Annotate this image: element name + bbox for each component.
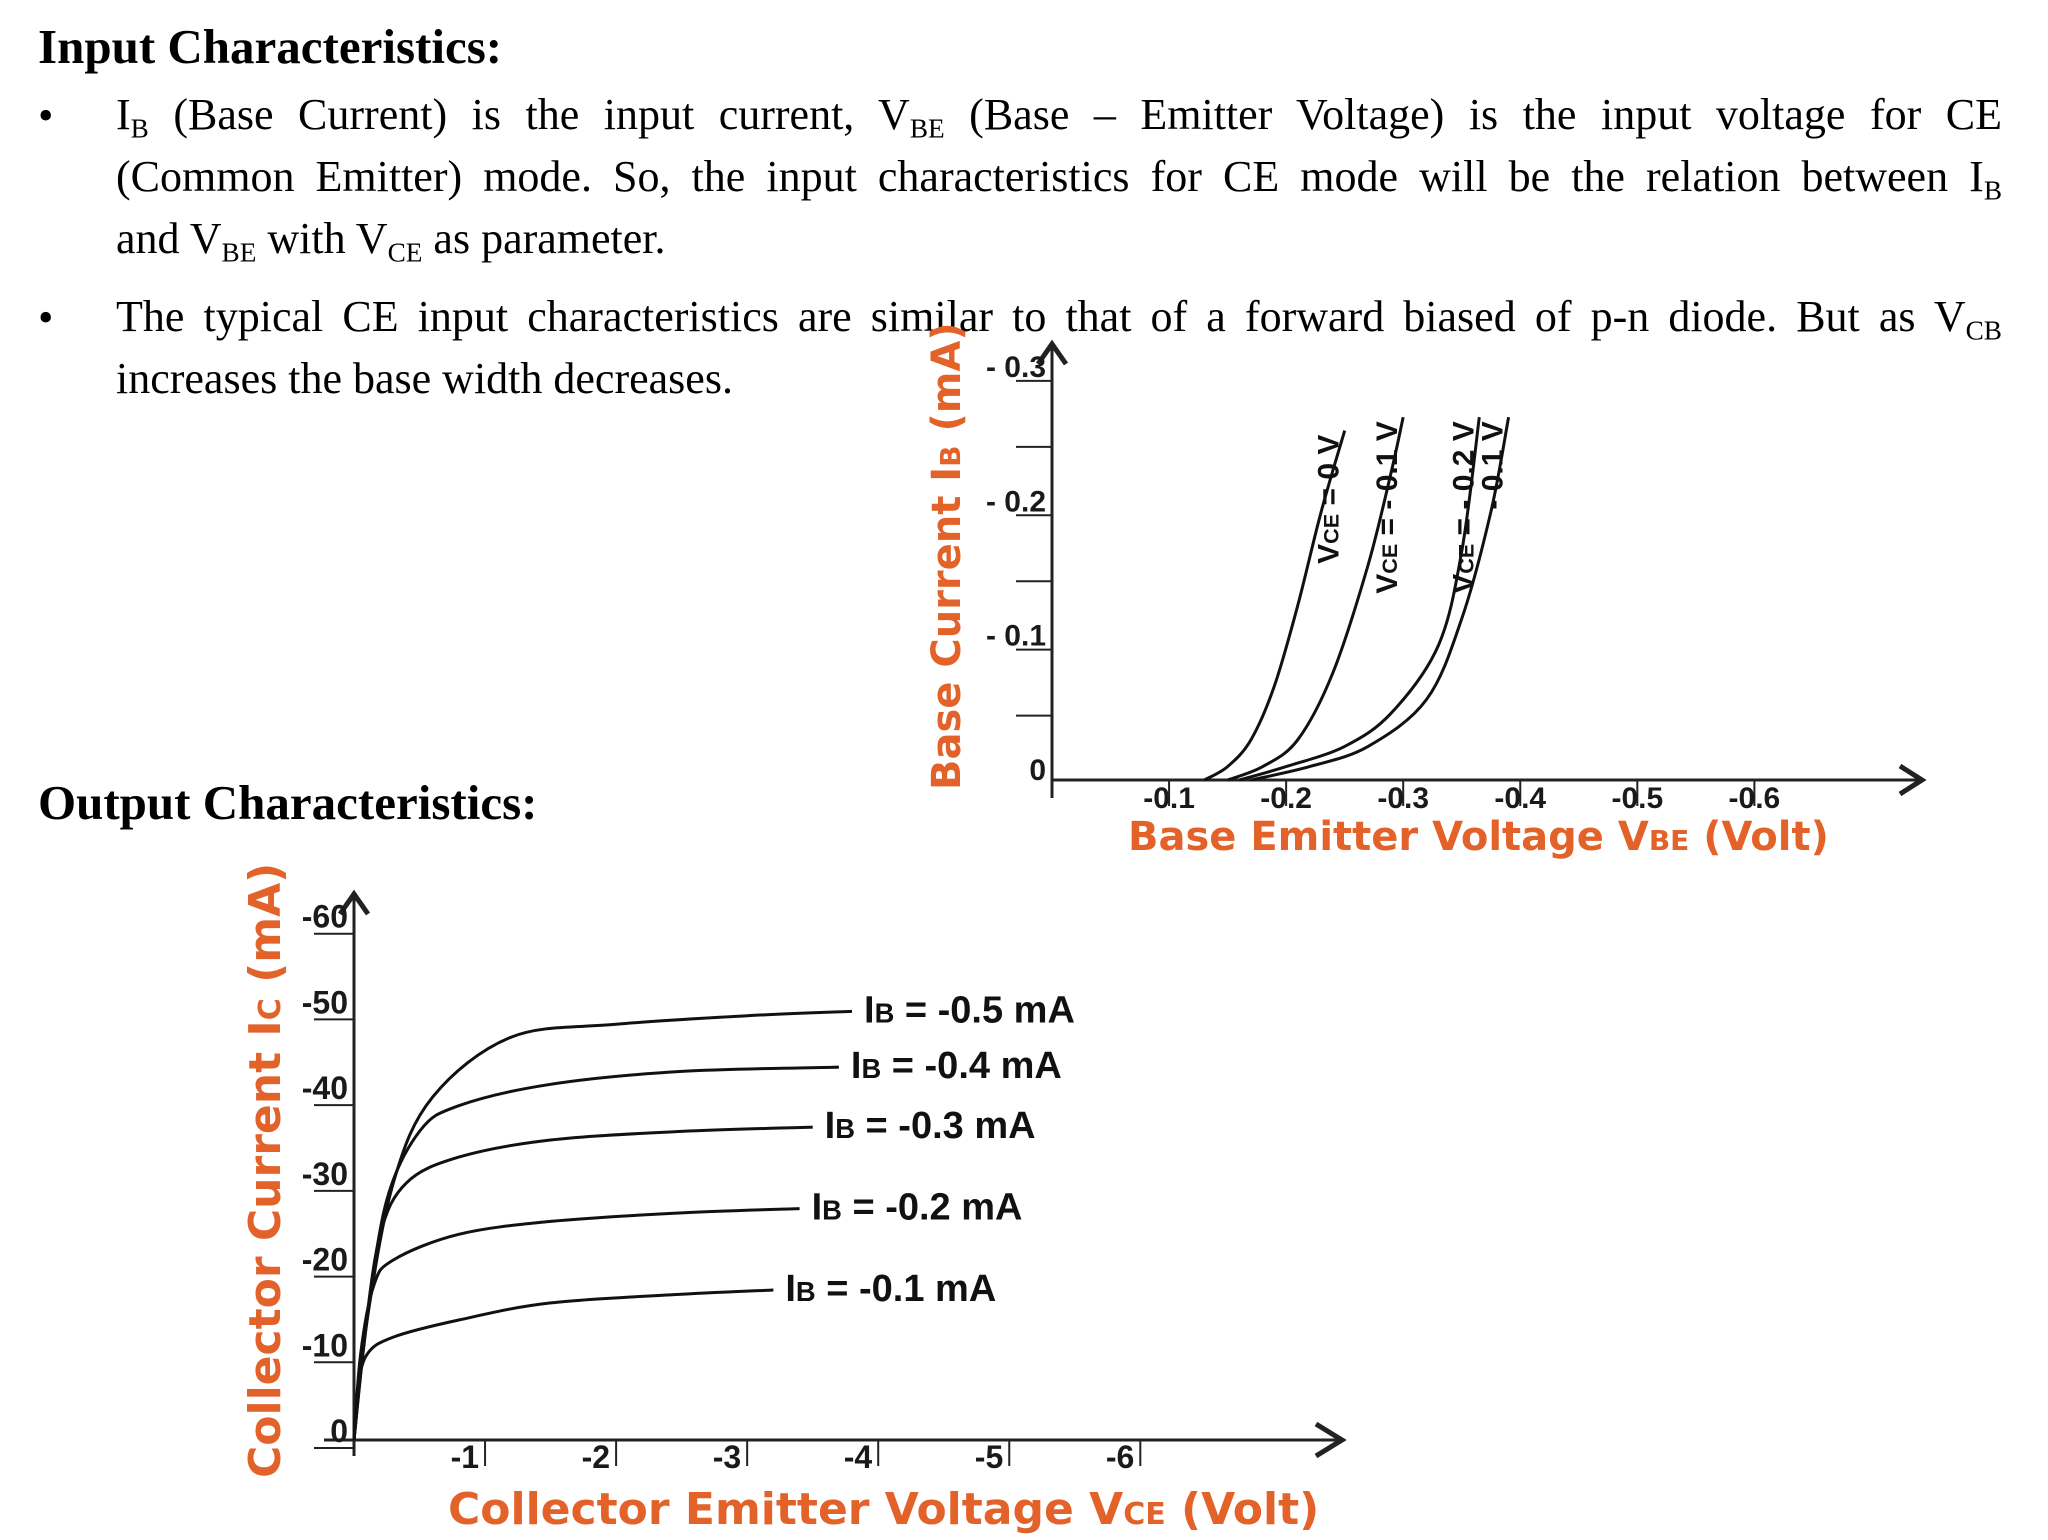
y-tick-label: -60 <box>301 898 348 935</box>
y-tick-label: - 0.2 <box>985 485 1046 519</box>
x-axis-title: Collector Emitter Voltage VCE (Volt) <box>448 1484 1320 1535</box>
x-axis-title: Base Emitter Voltage VBE (Volt) <box>1128 814 1829 860</box>
series-label <box>825 1105 1036 1147</box>
series-line <box>354 1290 773 1440</box>
label-subscript: B <box>835 1113 856 1145</box>
x-tick-label: -1 <box>450 1439 480 1475</box>
label-text: I <box>824 1105 836 1148</box>
label-subscript: B <box>822 1194 842 1226</box>
label-text: = -0.3 mA <box>855 1105 1036 1148</box>
series-label <box>812 1187 1023 1229</box>
label-subscript: CE <box>1453 543 1479 574</box>
series-label <box>1477 421 1510 509</box>
x-tick-label: -0.1 <box>1143 782 1195 815</box>
y-axis-title: Base Current IB (mA) <box>924 322 970 790</box>
label-text: = -0.5 mA <box>894 989 1075 1032</box>
y-axis-title: Collector Current IC (mA) <box>240 862 291 1478</box>
paragraph-line: The typical CE input characteristics are similar to that of a forward biased of p-n diode. But as $V_{CB}$ <box>116 292 2002 346</box>
y-tick-label: -20 <box>301 1241 348 1278</box>
label-text: I <box>864 989 875 1032</box>
x-tick-label: -2 <box>581 1439 611 1475</box>
label-text: V <box>1447 573 1481 594</box>
y-tick-label: -30 <box>301 1155 348 1192</box>
label-text: - 0.1 V <box>1476 421 1510 510</box>
label-subscript: B <box>795 1276 816 1307</box>
series-line <box>354 1127 813 1440</box>
label-subscript: B <box>861 1053 882 1085</box>
paragraph-line: increases the base width decreases. <box>116 354 733 403</box>
series-label <box>864 989 1075 1031</box>
label-text: I <box>811 1186 823 1229</box>
label-text: = 0 V <box>1312 434 1346 514</box>
label-subscript: B <box>874 997 895 1029</box>
label-subscript: CE <box>1318 513 1344 544</box>
label-text: V <box>1371 573 1405 594</box>
x-tick-label: -4 <box>843 1439 873 1475</box>
label-text: I <box>785 1268 796 1310</box>
bullet-marker: • <box>38 293 54 342</box>
x-tick-label: -5 <box>974 1439 1004 1475</box>
y-tick-label: - 0.3 <box>985 350 1046 384</box>
series-label <box>1313 435 1346 564</box>
x-tick-label: -0.4 <box>1494 782 1547 815</box>
x-tick-label: -3 <box>712 1439 742 1475</box>
y-tick-label: -40 <box>301 1070 348 1107</box>
series-line <box>354 1067 839 1440</box>
paragraph-line: $I_B$ (Base Current) is the input current, $V_{BE}$ (Base – Emitter Voltage) is the input voltage for CE <box>116 90 2002 144</box>
x-tick-label: -0.3 <box>1377 782 1430 815</box>
y-tick-label: -50 <box>301 984 348 1021</box>
input-characteristics-chart <box>920 322 1940 870</box>
label-text: V <box>1312 543 1346 564</box>
label-text: = -0.1 mA <box>815 1268 997 1310</box>
label-subscript: CE <box>1377 543 1403 574</box>
label-text: = -0.2 mA <box>841 1186 1023 1229</box>
paragraph-line: (Common Emitter) mode. So, the input characteristics for CE mode will be the relation between $I_B$ <box>116 152 2002 206</box>
x-tick-label: -0.6 <box>1728 782 1781 815</box>
output-characteristics-heading: Output Characteristics: <box>38 775 538 830</box>
label-text: = - 0.2 V <box>1447 421 1481 544</box>
x-tick-label: -6 <box>1105 1439 1135 1475</box>
paragraph-line: and $V_{BE}$ with $V_{CE}$ as parameter. <box>116 214 666 268</box>
series-line <box>354 1209 800 1440</box>
bullet-marker: • <box>38 91 54 140</box>
input-characteristics-heading: Input Characteristics: <box>38 19 503 74</box>
y-tick-label: 0 <box>1029 754 1046 787</box>
y-tick-label: 0 <box>330 1413 348 1449</box>
y-tick-label: - 0.1 <box>985 619 1046 653</box>
label-text: = - 0.1 V <box>1371 421 1405 544</box>
x-tick-label: -0.2 <box>1260 782 1312 815</box>
series-label <box>851 1045 1062 1087</box>
y-tick-label: -10 <box>301 1327 348 1364</box>
label-text: = -0.4 mA <box>881 1045 1062 1088</box>
bullet-paragraph-1 <box>116 84 2002 270</box>
series-label <box>1371 421 1404 594</box>
series-line <box>354 1011 852 1440</box>
label-text: I <box>850 1045 862 1088</box>
series-label <box>785 1268 996 1310</box>
x-tick-label: -0.5 <box>1611 782 1664 815</box>
output-characteristics-chart <box>230 862 1360 1540</box>
series-label <box>1447 421 1480 594</box>
